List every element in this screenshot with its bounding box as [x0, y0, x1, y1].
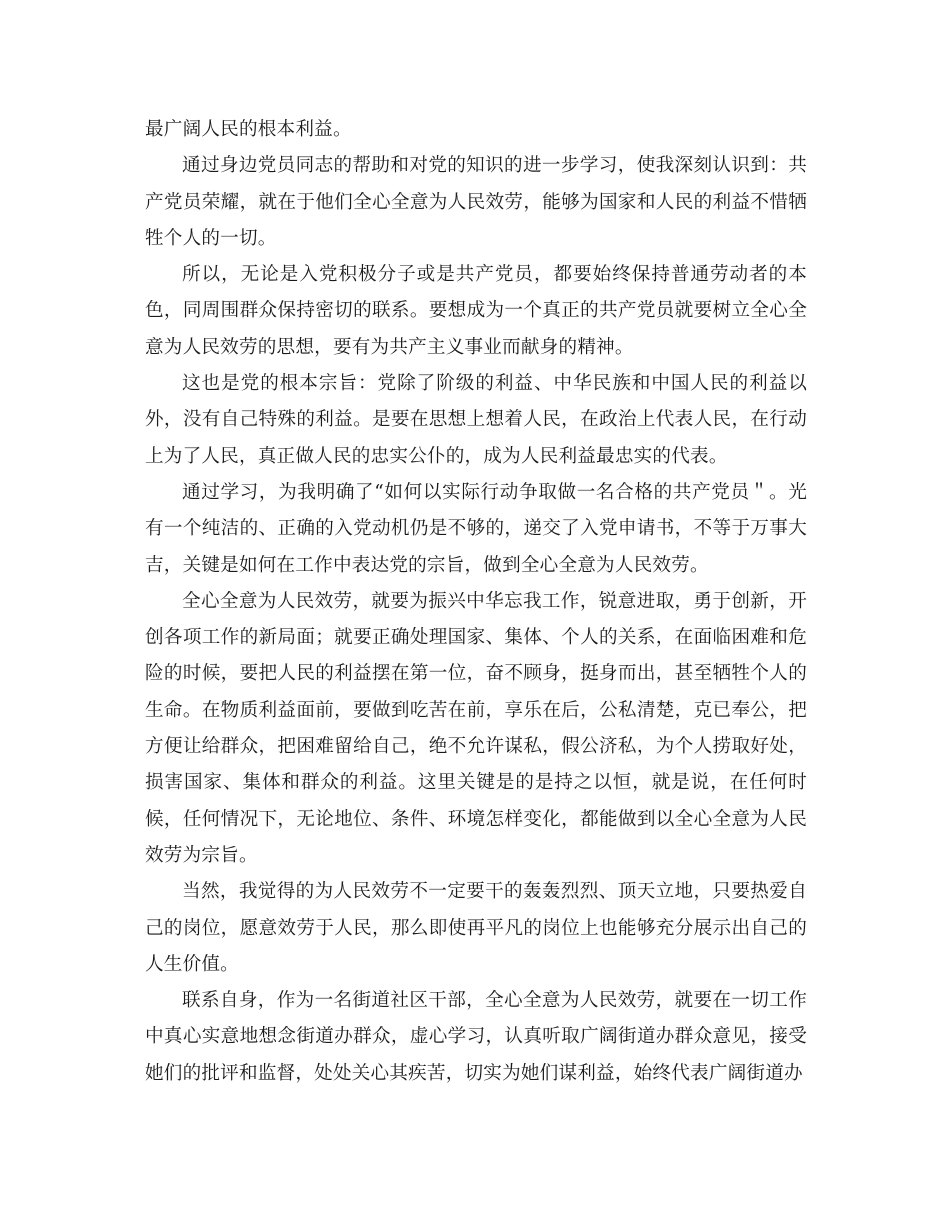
paragraph-continued: 最广阔人民的根本利益。 — [145, 119, 352, 140]
paragraph: 所以，无论是入党积极分子或是共产党员，都要始终保持普通劳动者的本色，同周围群众保持密切的联系。要想成为一个真正的共产党员就要树立全心全意为人民效劳的思想，要有为共产主义事业而献身的精神。 — [145, 264, 807, 358]
paragraph: 通过学习，为我明确了“如何以实际行动争取做一名合格的共产党员＂。光有一个纯洁的、正确的入党动机仍是不够的，递交了入党申请书，不等于万事大吉，关键是如何在工作中表达党的宗旨，做到全心全意为人民效劳。 — [145, 481, 807, 576]
paragraph: 当然，我觉得的为人民效劳不一定要干的轰轰烈烈、顶天立地，只要热爱自己的岗位，愿意效劳于人民，那么即使再平凡的岗位上也能够充分展示出自己的人生价值。 — [145, 881, 807, 975]
paragraph: 全心全意为人民效劳，就要为振兴中华忘我工作，锐意进取，勇于创新，开创各项工作的新局面；就要正确处理国家、集体、个人的关系，在面临困难和危险的时候，要把人民的利益摆在第一位，奋不顾身，挺身而出，甚至牺牲个人的生命。在物质利益面前，要做到吃苦在前，享乐在后，公私清楚，克已奉公，把方便让给群众，把困难留给自己，绝不允许谋私，假公济私，为个人捞取好处，损害国家、集体和群众的利益。这里关键是的是持之以恒，就是说，在任何时候，任何情况下，无论地位、条件、环境怎样变化，都能做到以全心全意为人民效劳为宗旨。 — [145, 590, 807, 866]
paragraph: 这也是党的根本宗旨：党除了阶级的利益、中华民族和中国人民的利益以外，没有自己特殊的利益。是要在思想上想着人民，在政治上代表人民，在行动上为了人民，真正做人民的忠实公仆的，成为人民利益最忠实的代表。 — [145, 373, 807, 467]
document-body — [145, 112, 807, 1092]
paragraph: 联系自身，作为一名街道社区干部，全心全意为人民效劳，就要在一切工作中真心实意地想念街道办群众，虚心学习，认真听取广阔街道办群众意见，接受她们的批评和监督，处处关心其疾苦，切实为她们谋利益，始终代表广阔街道办 — [145, 990, 807, 1084]
paragraph: 通过身边党员同志的帮助和对党的知识的进一步学习，使我深刻认识到：共产党员荣耀，就在于他们全心全意为人民效劳，能够为国家和人民的利益不惜牺牲个人的一切。 — [145, 155, 807, 249]
